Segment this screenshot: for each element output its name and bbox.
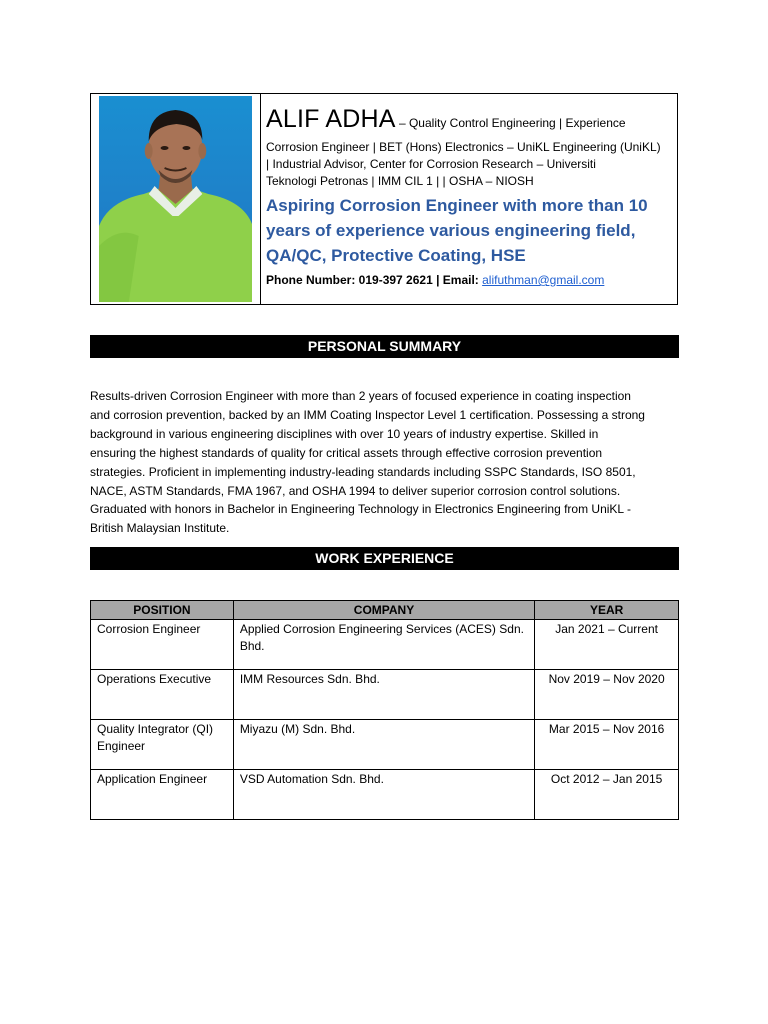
cell-year: Mar 2015 – Nov 2016: [535, 720, 679, 770]
headline-line-3: QA/QC, Protective Coating, HSE: [266, 246, 526, 265]
subtitle-line-2: | Industrial Advisor, Center for Corrosion Research – Universiti: [266, 157, 596, 171]
section-work-experience: WORK EXPERIENCE: [90, 547, 679, 570]
headline: [266, 193, 671, 268]
summary-line: strategies. Proficient in implementing industry-leading standards including SSPC Standards, ISO 8501,: [90, 464, 636, 479]
table-row: [91, 770, 679, 820]
cell-position: Operations Executive: [91, 670, 234, 720]
subtitle-line-1: Corrosion Engineer | BET (Hons) Electronics – UniKL Engineering (UniKL): [266, 140, 661, 154]
contact-line: [266, 272, 671, 288]
profile-photo: [99, 96, 252, 302]
summary-line: ensuring the highest standards of quality for critical assets through effective corrosion prevention: [90, 445, 603, 460]
summary-line: British Malaysian Institute.: [90, 521, 230, 536]
summary-line: Graduated with honors in Bachelor in Engineering Technology in Electronics Engineering from UniKL -: [90, 502, 631, 517]
header-company: COMPANY: [233, 601, 534, 620]
work-experience-table: [90, 600, 679, 820]
resume-header: [90, 93, 678, 305]
photo-cell: [91, 94, 261, 304]
contact-prefix: Phone Number: 019-397 2621 | Email:: [266, 273, 483, 287]
summary-line: NACE, ASTM Standards, FMA 1967, and OSHA 1994 to deliver superior corrosion control solutions.: [90, 483, 621, 498]
portrait-illustration: [99, 96, 252, 302]
title-inline: – Quality Control Engineering | Experience: [395, 116, 626, 130]
cell-year: Nov 2019 – Nov 2020: [535, 670, 679, 720]
name-line: [266, 105, 671, 133]
headline-line-2: years of experience various engineering field,: [266, 221, 636, 240]
table-row: [91, 720, 679, 770]
header-position: POSITION: [91, 601, 234, 620]
headline-line-1: Aspiring Corrosion Engineer with more than 10: [266, 196, 648, 215]
table-row: [91, 620, 679, 670]
cell-position: Corrosion Engineer: [91, 620, 234, 670]
summary-line: background in various engineering disciplines with over 10 years of industry expertise. Skilled in: [90, 426, 599, 441]
summary-line: Results-driven Corrosion Engineer with more than 2 years of focused experience in coating inspection: [90, 389, 631, 403]
header-year: YEAR: [535, 601, 679, 620]
cell-year: Jan 2021 – Current: [535, 620, 679, 670]
cell-company: IMM Resources Sdn. Bhd.: [233, 670, 534, 720]
cell-company: Applied Corrosion Engineering Services (ACES) Sdn. Bhd.: [233, 620, 534, 670]
table-header-row: [91, 601, 679, 620]
email-link[interactable]: alifuthman@gmail.com: [482, 273, 605, 287]
table-row: [91, 670, 679, 720]
section-personal-summary: PERSONAL SUMMARY: [90, 335, 679, 358]
cell-year: Oct 2012 – Jan 2015: [535, 770, 679, 820]
cell-company: VSD Automation Sdn. Bhd.: [233, 770, 534, 820]
subtitle-line-3: Teknologi Petronas | IMM CIL 1 | | OSHA – NIOSH: [266, 174, 534, 188]
summary-paragraph: [90, 387, 682, 538]
header-info: [261, 94, 677, 304]
summary-line: and corrosion prevention, backed by an IMM Coating Inspector Level 1 certification. Possessing a strong: [90, 407, 645, 422]
cell-position: Application Engineer: [91, 770, 234, 820]
cell-position: Quality Integrator (QI) Engineer: [91, 720, 234, 770]
full-name: ALIF ADHA: [266, 105, 396, 133]
cell-company: Miyazu (M) Sdn. Bhd.: [233, 720, 534, 770]
